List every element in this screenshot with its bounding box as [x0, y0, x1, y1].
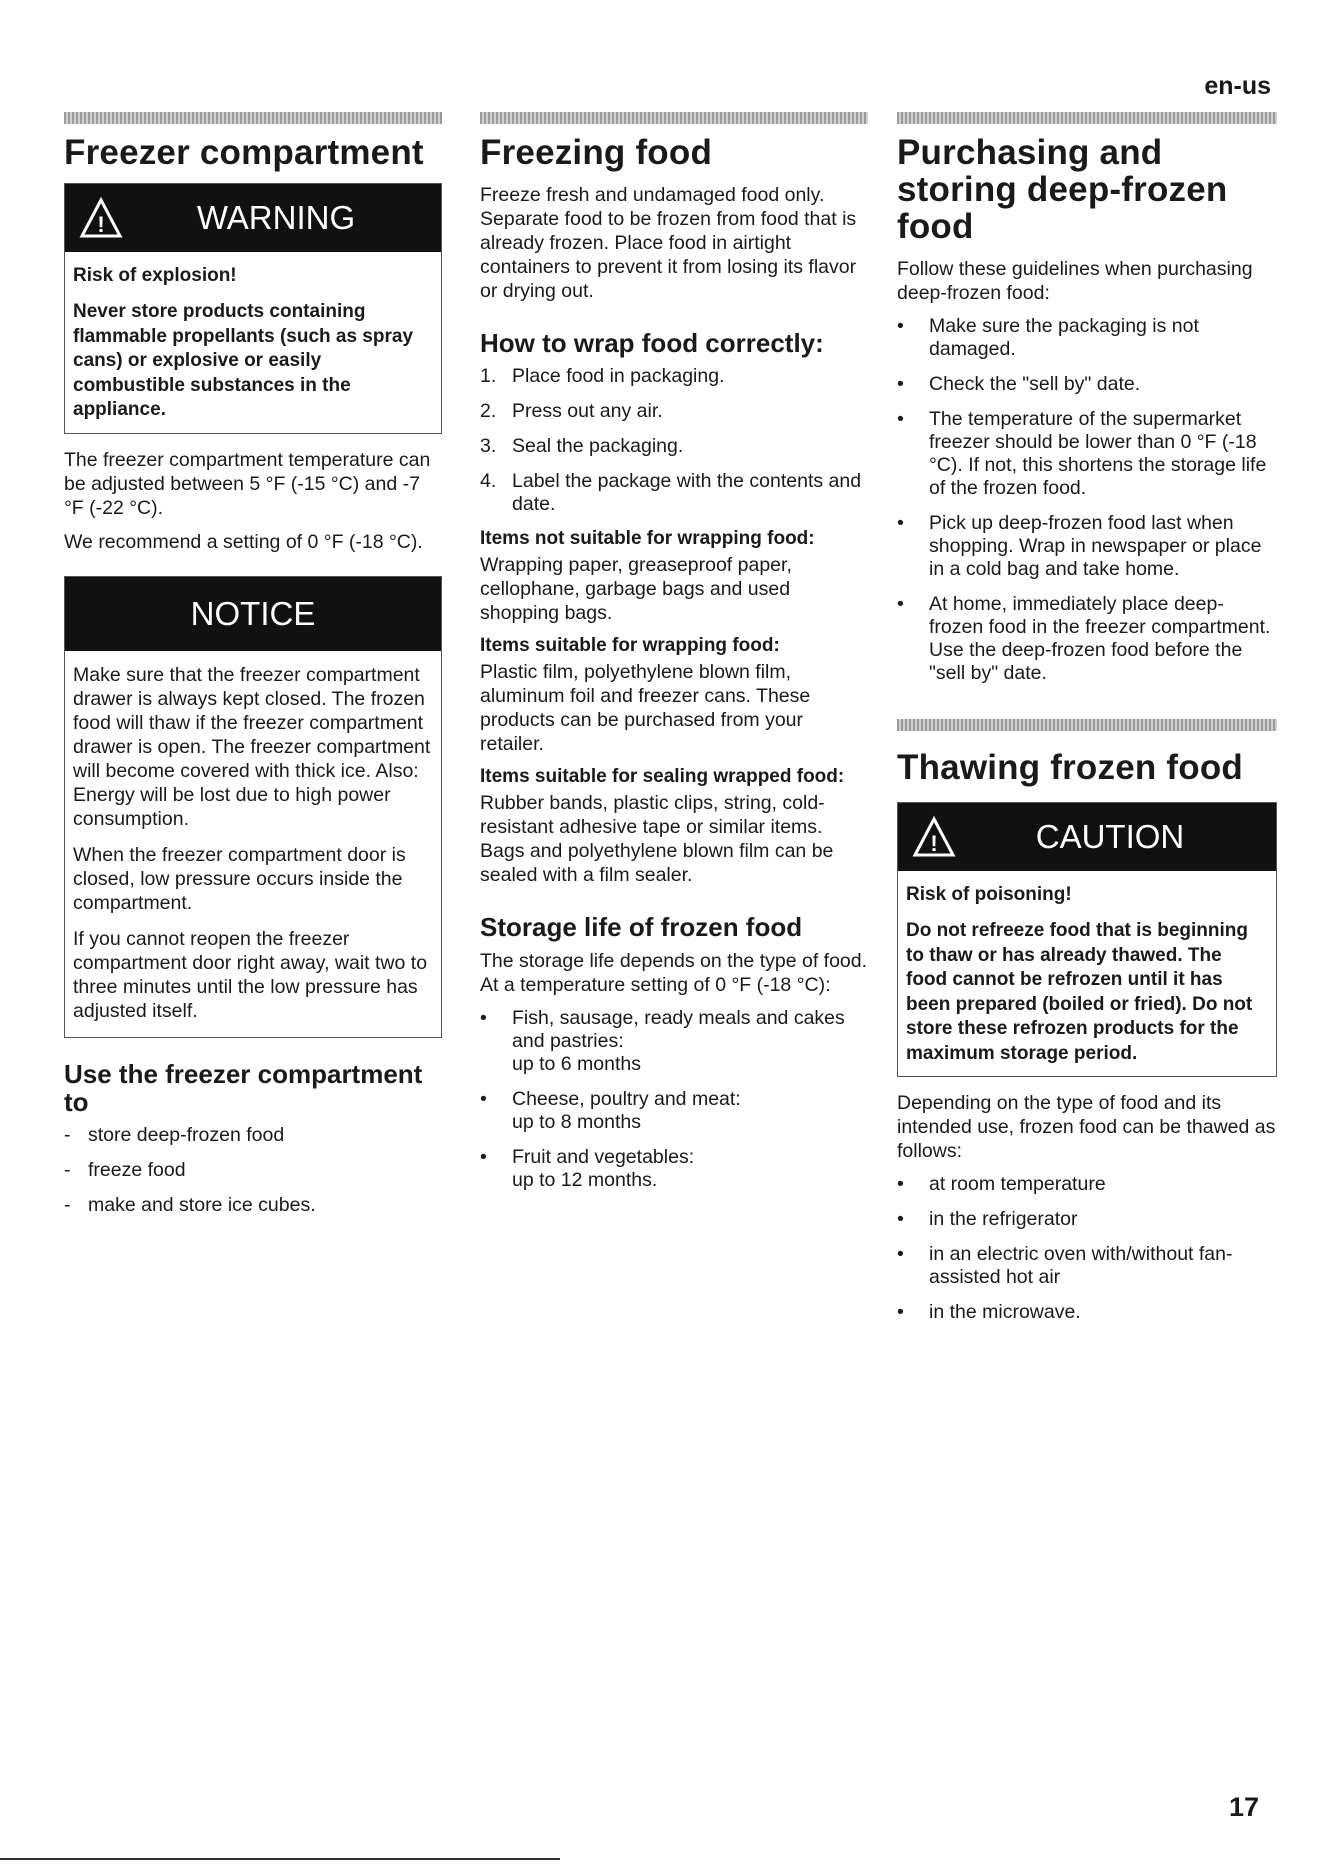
paragraph: Depending on the type of food and its intended use, frozen food can be thawed as follows: [897, 1092, 1276, 1162]
column-freezer-compartment [64, 112, 442, 1229]
warning-risk: Risk of explosion! [73, 265, 237, 286]
column-purchasing [897, 112, 1277, 1336]
paragraph: We recommend a setting of 0 °F (-18 °C). [64, 530, 423, 553]
paragraph: Plastic film, polyethylene blown film, aluminum foil and freezer cans. These products can be purchased from your retailer. [480, 661, 811, 755]
items-heading: Items not suitable for wrapping food: [480, 528, 815, 549]
list-item: - make and store ice cubes. [64, 1193, 316, 1216]
list-item: • At home, immediately place deep-frozen food in the freezer compartment. Use the deep-frozen food before the "sell by" date. [897, 593, 1271, 684]
list-item: • Make sure the packaging is not damaged. [897, 315, 1199, 360]
list-item: 3. Seal the packaging. [480, 435, 684, 457]
use-list [64, 1124, 442, 1217]
list-item: • in an electric oven with/without fan-assisted hot air [897, 1243, 1233, 1288]
warning-header [65, 184, 441, 252]
list-item: • Pick up deep-frozen food last when shopping. Wrap in newspaper or place in a cold bag and take home. [897, 512, 1262, 580]
list-item: • at room temperature [897, 1173, 1106, 1195]
column-freezing-food [480, 112, 868, 1204]
section-title: Freezer compartment [64, 133, 424, 172]
section-title: Purchasing and storing deep-frozen food [897, 133, 1228, 246]
notice-label: NOTICE [190, 594, 316, 632]
section-divider [64, 112, 442, 124]
list-item: • Fish, sausage, ready meals and cakes and pastries: up to 6 months [480, 1007, 845, 1075]
warning-box [64, 183, 442, 434]
list-item: • The temperature of the supermarket freezer should be lower than 0 °F (-18 °C). If not, this shortens the storage life of the frozen food. [897, 408, 1267, 499]
list-item: 2. Press out any air. [480, 400, 663, 422]
items-heading: Items suitable for wrapping food: [480, 635, 780, 656]
warning-label: WARNING [196, 199, 356, 236]
list-item: • Fruit and vegetables: up to 12 months. [480, 1146, 695, 1191]
list-item: - store deep-frozen food [64, 1123, 285, 1146]
warning-triangle-icon [79, 196, 123, 240]
notice-paragraph: Make sure that the freezer compartment drawer is always kept closed. The frozen food will thaw if the freezer compartment drawer is open. The freezer compartment will become covered with thick ice. Also: Energy will be lost due to high power consumption. [73, 663, 431, 830]
list-item: • Cheese, poultry and meat: up to 8 months [480, 1088, 741, 1133]
svg-text:!: ! [930, 831, 938, 856]
paragraph: Follow these guidelines when purchasing deep-frozen food: [897, 258, 1253, 304]
paragraph: The storage life depends on the type of food. At a temperature setting of 0 °F (-18 °C): [480, 950, 868, 996]
section-divider [897, 112, 1277, 124]
paragraph: Bags and polyethylene blown film can be sealed with a film sealer. [480, 840, 834, 886]
thaw-list [897, 1173, 1277, 1324]
caution-label: CAUTION [1035, 818, 1185, 855]
list-item: 4. Label the package with the contents and date. [480, 470, 862, 515]
notice-paragraph: When the freezer compartment door is closed, low pressure occurs inside the compartment. [73, 843, 406, 914]
svg-text:!: ! [97, 212, 105, 237]
page-number: 17 [1228, 1792, 1259, 1822]
list-item: - freeze food [64, 1158, 186, 1181]
purchase-list [897, 315, 1277, 685]
wrap-steps [480, 365, 868, 516]
notice-header [65, 577, 441, 651]
subsection-title: Use the freezer compartment to [64, 1058, 423, 1117]
notice-box [64, 576, 442, 1038]
subsection-title: How to wrap food correctly: [480, 328, 824, 358]
language-code: en-us [1204, 72, 1271, 100]
caution-box [897, 802, 1277, 1077]
paragraph: Wrapping paper, greaseproof paper, cellophane, garbage bags and used shopping bags. [480, 554, 792, 624]
section-divider [480, 112, 868, 124]
footer-rule [0, 1858, 560, 1860]
paragraph: The freezer compartment temperature can be adjusted between 5 °F (-15 °C) and -7 °F (-22 °C). [64, 448, 431, 519]
subsection-title: Storage life of frozen food [480, 912, 803, 942]
caution-text: Do not refreeze food that is beginning to thaw or has already thawed. The food cannot be refrozen until it has been prepared (boiled or fried). Do not store these refrozen products for the maximum storage period. [906, 920, 1253, 1064]
list-item: • in the microwave. [897, 1301, 1081, 1323]
caution-header [898, 803, 1276, 871]
items-heading: Items suitable for sealing wrapped food: [480, 766, 845, 787]
list-item: • Check the "sell by" date. [897, 373, 1141, 395]
paragraph: Freeze fresh and undamaged food only. Separate food to be frozen from food that is already frozen. Place food in airtight containers to prevent it from losing its flavor or drying out. [480, 184, 857, 302]
paragraph: Rubber bands, plastic clips, string, cold-resistant adhesive tape or similar items. [480, 792, 825, 838]
storage-list [480, 1007, 868, 1192]
caution-risk: Risk of poisoning! [906, 884, 1072, 905]
warning-triangle-icon [912, 815, 956, 859]
warning-text: Never store products containing flammable propellants (such as spray cans) or explosive or easily combustible substances in the appliance. [73, 301, 414, 420]
section-title: Thawing frozen food [897, 748, 1243, 787]
list-item: • in the refrigerator [897, 1208, 1078, 1230]
list-item: 1. Place food in packaging. [480, 365, 725, 387]
section-title: Freezing food [480, 133, 713, 172]
notice-paragraph: If you cannot reopen the freezer compartment door right away, wait two to three minutes until the low pressure has adjusted itself. [73, 927, 428, 1022]
section-divider [897, 719, 1277, 731]
